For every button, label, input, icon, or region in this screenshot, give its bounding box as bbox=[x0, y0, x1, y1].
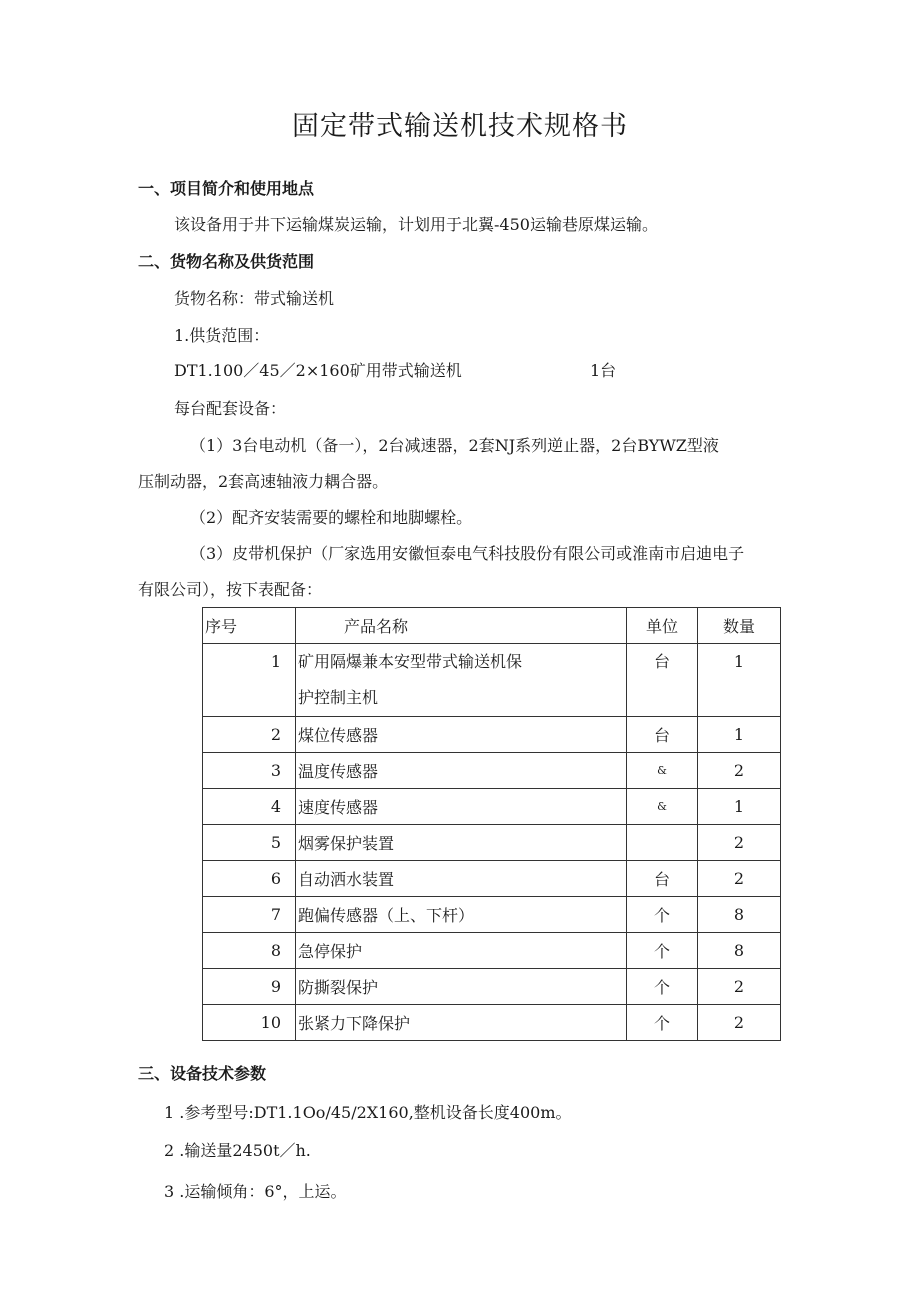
supply-qty: 1台 bbox=[590, 361, 617, 380]
supply-scope-label: 1.供货范围： bbox=[174, 326, 270, 345]
table-row bbox=[203, 969, 781, 1005]
cell-unit: 个 bbox=[627, 897, 698, 933]
cell-unit: 个 bbox=[627, 933, 698, 969]
cell-name: 防撕裂保护 bbox=[296, 969, 627, 1005]
cell-qty: 2 bbox=[698, 861, 781, 897]
header-qty: 数量 bbox=[698, 608, 781, 644]
cell-name: 急停保护 bbox=[296, 933, 627, 969]
cell-name: 速度传感器 bbox=[296, 789, 627, 825]
cell-unit: 个 bbox=[627, 1005, 698, 1041]
cell-no: 6 bbox=[203, 861, 296, 897]
param-3: 3 .运输倾角：6°，上运。 bbox=[164, 1182, 347, 1201]
cell-unit bbox=[627, 825, 698, 861]
cell-unit: 台 bbox=[627, 644, 698, 717]
table-row bbox=[203, 861, 781, 897]
cell-qty: 1 bbox=[698, 717, 781, 753]
cell-qty: 2 bbox=[698, 753, 781, 789]
supply-item: DT1.100／45／2×160矿用带式输送机 bbox=[174, 361, 462, 380]
cell-no: 4 bbox=[203, 789, 296, 825]
table-row bbox=[203, 825, 781, 861]
table-header-row bbox=[203, 608, 781, 644]
cell-unit: 个 bbox=[627, 969, 698, 1005]
cell-name: 煤位传感器 bbox=[296, 717, 627, 753]
page-title: 固定带式输送机技术规格书 bbox=[292, 111, 628, 142]
param-2: 2 .输送量2450t／h. bbox=[164, 1141, 311, 1160]
cell-name: 跑偏传感器（上、下杆） bbox=[296, 897, 627, 933]
item-2: （2）配齐安装需要的螺栓和地脚螺栓。 bbox=[190, 508, 473, 527]
cell-no: 3 bbox=[203, 753, 296, 789]
table-row bbox=[203, 897, 781, 933]
section-1-heading: 一、项目简介和使用地点 bbox=[138, 179, 315, 198]
cell-unit: & bbox=[627, 753, 698, 789]
cell-name: 自动洒水装置 bbox=[296, 861, 627, 897]
table-row bbox=[203, 717, 781, 753]
cell-no: 7 bbox=[203, 897, 296, 933]
section-2-heading: 二、货物名称及供货范围 bbox=[138, 252, 315, 271]
table-row bbox=[203, 644, 781, 717]
cell-name: 温度传感器 bbox=[296, 753, 627, 789]
cell-qty: 2 bbox=[698, 1005, 781, 1041]
section-1-body: 该设备用于井下运输煤炭运输，计划用于北翼-450运输巷原煤运输。 bbox=[174, 215, 658, 234]
cell-qty: 1 bbox=[698, 789, 781, 825]
cell-no: 1 bbox=[203, 644, 296, 717]
table-row bbox=[203, 1005, 781, 1041]
item-3-line-1: （3）皮带机保护（厂家选用安徽恒泰电气科技股份有限公司或淮南市启迪电子 bbox=[190, 544, 745, 563]
cell-no: 2 bbox=[203, 717, 296, 753]
cell-qty: 8 bbox=[698, 897, 781, 933]
cell-qty: 1 bbox=[698, 644, 781, 717]
table-row bbox=[203, 753, 781, 789]
header-no: 序号 bbox=[203, 608, 296, 644]
cell-no: 5 bbox=[203, 825, 296, 861]
cell-name bbox=[296, 644, 627, 717]
param-1: 1 .参考型号:DT1.1Oo/45/2X160,整机设备长度400m。 bbox=[164, 1103, 572, 1122]
cell-unit: & bbox=[627, 789, 698, 825]
equipment-table bbox=[202, 607, 781, 1041]
cell-name: 烟雾保护装置 bbox=[296, 825, 627, 861]
cell-name-line-1: 矿用隔爆兼本安型带式输送机保 bbox=[298, 652, 523, 671]
cell-name-line-2: 护控制主机 bbox=[298, 688, 379, 707]
per-unit-label: 每台配套设备： bbox=[174, 399, 287, 418]
item-1-line-1: （1）3台电动机（备一），2台减速器，2套NJ系列逆止器，2台BYWZ型液 bbox=[190, 436, 719, 455]
goods-name: 货物名称：带式输送机 bbox=[174, 289, 335, 308]
item-1-line-2: 压制动器，2套高速轴液力耦合器。 bbox=[138, 472, 389, 491]
cell-no: 9 bbox=[203, 969, 296, 1005]
cell-no: 8 bbox=[203, 933, 296, 969]
cell-unit: 台 bbox=[627, 717, 698, 753]
header-name: 产品名称 bbox=[296, 608, 627, 644]
table-row bbox=[203, 789, 781, 825]
cell-qty: 8 bbox=[698, 933, 781, 969]
table-row bbox=[203, 933, 781, 969]
header-unit: 单位 bbox=[627, 608, 698, 644]
cell-unit: 台 bbox=[627, 861, 698, 897]
cell-qty: 2 bbox=[698, 969, 781, 1005]
item-3-line-2: 有限公司），按下表配备： bbox=[138, 580, 323, 599]
cell-qty: 2 bbox=[698, 825, 781, 861]
section-3-heading: 三、设备技术参数 bbox=[138, 1064, 267, 1083]
cell-name: 张紧力下降保护 bbox=[296, 1005, 627, 1041]
cell-no: 10 bbox=[203, 1005, 296, 1041]
